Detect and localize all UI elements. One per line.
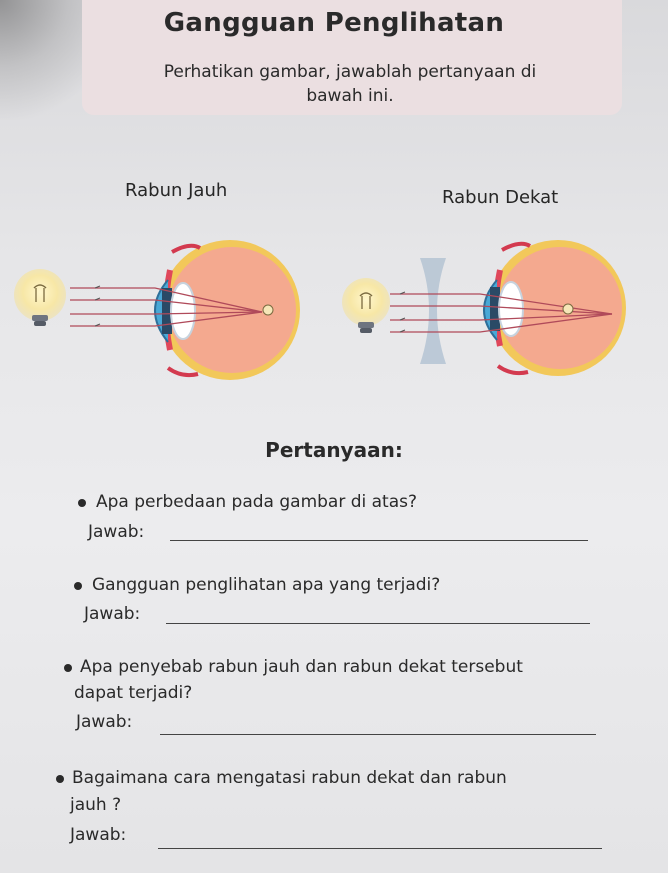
eye-diagram [0, 230, 668, 400]
light-bulb-icon [14, 269, 66, 326]
light-bulb-icon [342, 278, 390, 333]
question-3-continued: dapat terjadi? [74, 683, 193, 703]
question-3: Apa penyebab rabun jauh dan rabun dekat tersebut [80, 657, 523, 677]
answer-label-4: Jawab: [70, 825, 127, 845]
hyperopia-eye-illustration [342, 240, 626, 376]
answer-line-1[interactable] [170, 540, 588, 541]
answer-line-4[interactable] [158, 848, 602, 849]
question-4: Bagaimana cara mengatasi rabun dekat dan rabun [72, 768, 507, 788]
answer-label-2: Jawab: [84, 604, 141, 624]
instruction-line-2: bawah ini. [306, 86, 394, 106]
questions-heading: Pertanyaan: [265, 438, 403, 462]
bullet-4 [56, 775, 64, 783]
answer-line-2[interactable] [166, 623, 590, 624]
instruction-line-1: Perhatikan gambar, jawablah pertanyaan di [163, 62, 537, 82]
question-1: Apa perbedaan pada gambar di atas? [96, 492, 418, 512]
answer-line-3[interactable] [160, 734, 596, 735]
bullet-2 [74, 582, 82, 590]
page-title: Gangguan Penglihatan [163, 8, 505, 38]
bullet-1 [78, 499, 86, 507]
bullet-3 [64, 664, 72, 672]
label-rabun-dekat: Rabun Dekat [442, 187, 559, 208]
question-4-continued: jauh ? [70, 795, 122, 815]
question-2: Gangguan penglihatan apa yang terjadi? [92, 575, 441, 595]
answer-label-3: Jawab: [76, 712, 133, 732]
instruction-text [90, 60, 610, 108]
myopia-eyeball [70, 240, 300, 380]
concave-lens [420, 258, 446, 364]
myopia-eye-illustration [14, 240, 300, 380]
label-rabun-jauh: Rabun Jauh [125, 180, 228, 201]
answer-label-1: Jawab: [88, 522, 145, 542]
